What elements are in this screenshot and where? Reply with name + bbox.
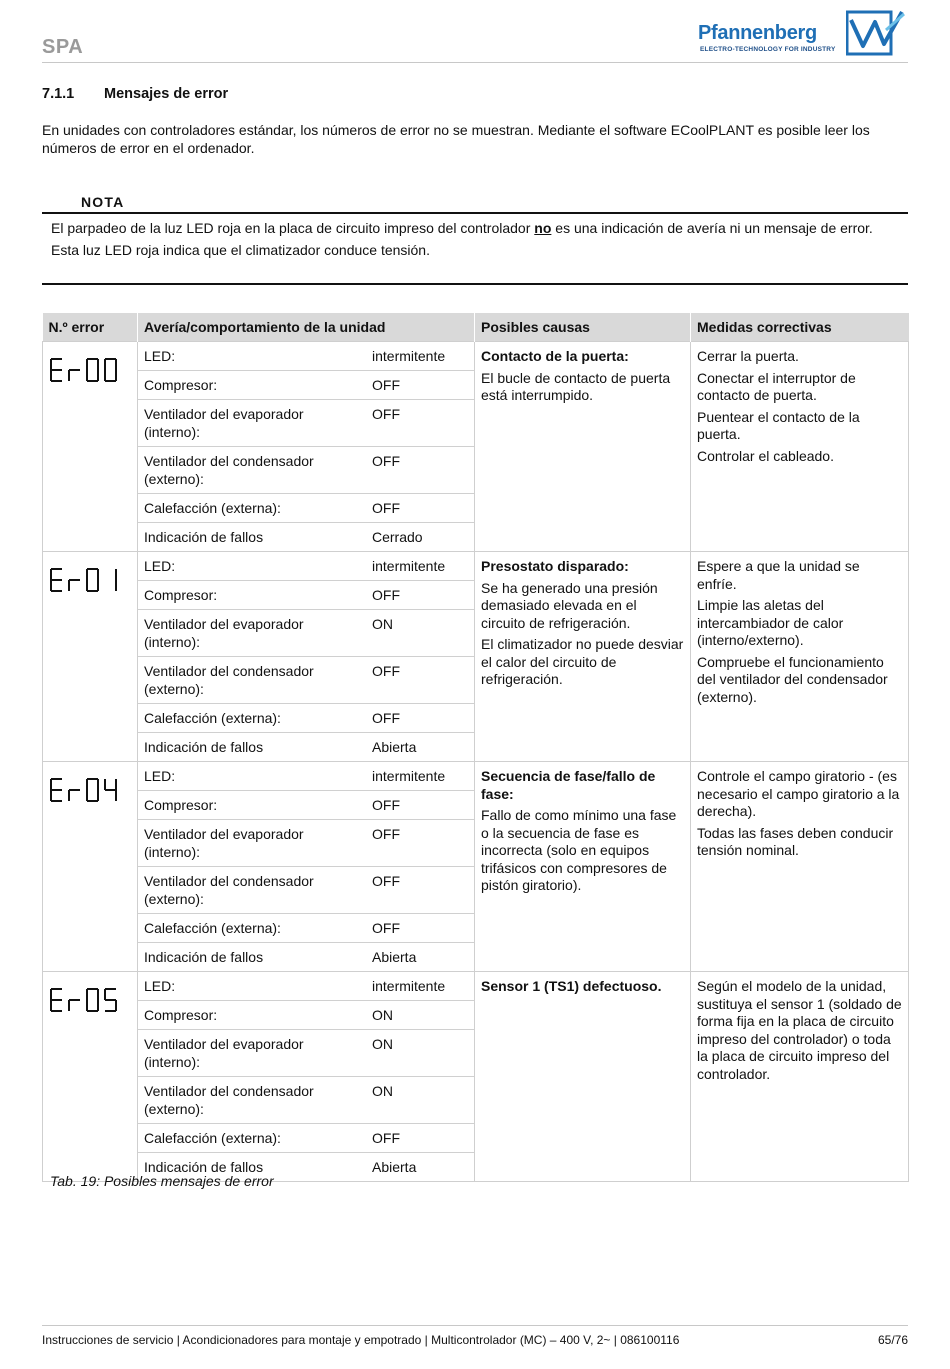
pfannenberg-logo xyxy=(698,10,910,58)
behaviour-row xyxy=(138,943,474,972)
component-state: intermitente xyxy=(366,342,474,371)
component-state: OFF xyxy=(366,447,474,494)
component-state: ON xyxy=(366,610,474,657)
table-row xyxy=(43,342,909,552)
logo-tagline: ELECTRO-TECHNOLOGY FOR INDUSTRY xyxy=(700,46,836,53)
component-state: Abierta xyxy=(372,739,417,755)
cause-cell xyxy=(475,342,691,552)
fix-text: Controle el campo giratorio - (es necesario el campo giratorio a la derecha). xyxy=(697,768,900,819)
fix-text: Compruebe el funcionamiento del ventilador del condensador (externo). xyxy=(697,653,888,705)
behaviour-row xyxy=(138,867,474,914)
component-state: OFF xyxy=(366,1124,474,1153)
component-label: Compresor: xyxy=(138,371,366,400)
behaviour-row xyxy=(138,762,474,791)
section-heading xyxy=(42,86,228,102)
component-label: Calefacción (externa): xyxy=(138,1124,366,1153)
component-label: Compresor: xyxy=(138,581,366,610)
component-state: OFF xyxy=(366,494,474,523)
behaviour-cell xyxy=(138,552,475,762)
behaviour-row xyxy=(138,1030,474,1077)
cause-title: Sensor 1 (TS1) defectuoso. xyxy=(481,978,662,994)
component-state: intermitente xyxy=(366,762,474,791)
segment-digit xyxy=(51,989,61,1011)
component-label: Ventilador del condensador (externo): xyxy=(138,447,366,494)
component-label: LED: xyxy=(138,762,366,791)
component-label: Indicación de fallos xyxy=(144,529,264,545)
component-label: Calefacción (externa): xyxy=(138,494,366,523)
fix-text: Conectar el interruptor de contacto de puerta. xyxy=(697,369,856,403)
error-code-cell xyxy=(43,552,138,762)
behaviour-cell xyxy=(138,762,475,972)
pfannenberg-mark-icon xyxy=(846,10,908,56)
component-state: ON xyxy=(366,1077,474,1124)
component-label: Compresor: xyxy=(138,791,366,820)
seven-segment-display xyxy=(49,356,119,386)
behaviour-row xyxy=(138,914,474,943)
error-code-cell xyxy=(43,762,138,972)
fix-text: Todas las fases deben conducir tensión nominal. xyxy=(697,824,894,858)
component-state: ON xyxy=(366,1030,474,1077)
component-label: LED: xyxy=(138,552,366,581)
component-label: Calefacción (externa): xyxy=(138,704,366,733)
behaviour-row xyxy=(138,581,474,610)
fix-cell xyxy=(691,552,909,762)
note-emphasis: no xyxy=(534,220,552,236)
behaviour-row xyxy=(138,494,474,523)
section-intro: En unidades con controladores estándar, los números de error no se muestran. Mediante el software ECoolPLANT es posible leer los números de error en el ordenador. xyxy=(42,122,870,156)
segment-digit xyxy=(69,370,79,380)
behaviour-row xyxy=(138,972,474,1001)
component-label: LED: xyxy=(138,972,366,1001)
note-paragraph-2: Esta luz LED roja indica que el climatizador conduce tensión. xyxy=(51,242,430,258)
fix-text: Según el modelo de la unidad, sustituya el sensor 1 (soldado de forma fija en la placa de circuito impreso del controlador) o toda la placa de circuito impreso del controlador. xyxy=(697,978,902,1082)
cause-cell xyxy=(475,552,691,762)
cause-title: Contacto de la puerta: xyxy=(481,348,629,364)
seven-segment-display xyxy=(49,986,119,1016)
behaviour-row xyxy=(138,791,474,820)
note-text: es una indicación de avería ni un mensaje de error. xyxy=(551,220,873,236)
segment-digit xyxy=(87,569,98,591)
fix-text: Cerrar la puerta. xyxy=(697,348,799,364)
component-label: Ventilador del condensador (externo): xyxy=(138,1077,366,1124)
segment-digit xyxy=(105,359,116,381)
segment-digit xyxy=(105,989,116,1011)
table-header-row xyxy=(43,313,909,342)
segment-digit xyxy=(51,779,61,801)
error-code-cell xyxy=(43,342,138,552)
segment-digit xyxy=(87,779,98,801)
component-state: OFF xyxy=(366,820,474,867)
seven-segment-display xyxy=(49,776,119,806)
behaviour-table xyxy=(138,552,474,761)
component-state: OFF xyxy=(366,657,474,704)
behaviour-row xyxy=(138,400,474,447)
component-state: OFF xyxy=(366,914,474,943)
component-label: Indicación de fallos xyxy=(144,1159,264,1175)
logo-name: Pfannenberg xyxy=(698,22,817,44)
behaviour-row xyxy=(138,657,474,704)
component-state: OFF xyxy=(366,704,474,733)
table-row xyxy=(43,552,909,762)
note-paragraph-1 xyxy=(51,219,901,237)
language-label: SPA xyxy=(42,36,84,58)
behaviour-row xyxy=(138,342,474,371)
page-number: 65/76 xyxy=(877,1333,908,1347)
behaviour-row xyxy=(138,733,474,762)
behaviour-row xyxy=(138,1077,474,1124)
component-label: Ventilador del evaporador (interno): xyxy=(138,820,366,867)
behaviour-row xyxy=(138,1001,474,1030)
component-label: Indicación de fallos xyxy=(144,739,264,755)
segment-digit xyxy=(69,1000,79,1010)
cause-title: Presostato disparado: xyxy=(481,558,629,574)
behaviour-row xyxy=(138,552,474,581)
behaviour-row xyxy=(138,447,474,494)
component-label: Ventilador del evaporador (interno): xyxy=(138,400,366,447)
footer-text: Instrucciones de servicio | Acondicionadores para montaje y empotrado | Multicontrolador (MC) – 400 V, 2~ | 086100116 xyxy=(42,1333,680,1347)
table-row xyxy=(43,972,909,1182)
column-header: Medidas correctivas xyxy=(691,313,909,342)
segment-digit xyxy=(69,580,79,590)
component-label: Indicación de fallos xyxy=(144,949,264,965)
component-label: LED: xyxy=(138,342,366,371)
cause-text: El bucle de contacto de puerta está interrumpido. xyxy=(481,369,671,403)
cause-text: Se ha generado una presión demasiado elevada en el circuito de refrigeración. xyxy=(481,579,658,631)
component-state: OFF xyxy=(366,371,474,400)
component-state: ON xyxy=(366,1001,474,1030)
component-label: Ventilador del evaporador (interno): xyxy=(138,610,366,657)
section-number: 7.1.1 xyxy=(42,86,75,102)
cause-cell xyxy=(475,972,691,1182)
component-state: Cerrado xyxy=(372,529,423,545)
component-label: Compresor: xyxy=(138,1001,366,1030)
cause-title: Secuencia de fase/fallo de fase: xyxy=(481,768,656,802)
segment-digit xyxy=(87,989,98,1011)
behaviour-row xyxy=(138,610,474,657)
behaviour-row xyxy=(138,371,474,400)
behaviour-cell xyxy=(138,342,475,552)
behaviour-table xyxy=(138,762,474,971)
fix-text: Controlar el cableado. xyxy=(697,447,834,464)
component-state: OFF xyxy=(366,581,474,610)
fix-cell xyxy=(691,342,909,552)
note-top-rule xyxy=(42,212,908,214)
note-body xyxy=(51,219,901,263)
component-state: Abierta xyxy=(372,949,417,965)
behaviour-row xyxy=(138,523,474,552)
table-caption: Tab. 19: Posibles mensajes de error xyxy=(50,1173,274,1189)
component-state: OFF xyxy=(366,400,474,447)
fix-cell xyxy=(691,972,909,1182)
note-title: NOTA xyxy=(81,194,125,210)
behaviour-row xyxy=(138,1124,474,1153)
behaviour-table xyxy=(138,342,474,551)
seven-segment-display xyxy=(49,566,119,596)
segment-digit xyxy=(51,569,61,591)
note-bottom-rule xyxy=(42,283,908,285)
fix-cell xyxy=(691,762,909,972)
cause-cell xyxy=(475,762,691,972)
cause-text: El climatizador no puede desviar el calor del circuito de refrigeración. xyxy=(481,636,684,687)
segment-digit xyxy=(105,780,116,800)
segment-digit xyxy=(69,790,79,800)
component-label: Ventilador del condensador (externo): xyxy=(138,867,366,914)
component-label: Calefacción (externa): xyxy=(138,914,366,943)
behaviour-table xyxy=(138,972,474,1181)
column-header: N.º error xyxy=(43,313,138,342)
section-title: Mensajes de error xyxy=(104,86,229,102)
component-state: intermitente xyxy=(366,972,474,1001)
fix-text: Espere a que la unidad se enfríe. xyxy=(697,558,860,592)
footer-divider xyxy=(42,1325,908,1326)
component-state: OFF xyxy=(366,867,474,914)
fix-text: Limpie las aletas del intercambiador de calor (interno/externo). xyxy=(697,597,844,648)
component-state: OFF xyxy=(366,791,474,820)
note-text: El parpadeo de la luz LED roja en la placa de circuito impreso del controlador xyxy=(51,220,535,236)
cause-text: Fallo de como mínimo una fase o la secuencia de fase es incorrecta (solo en equipos trifásicos con compresores de pistón giratorio). xyxy=(481,807,677,893)
error-code-cell xyxy=(43,972,138,1182)
error-table xyxy=(42,313,909,1182)
component-state: intermitente xyxy=(366,552,474,581)
behaviour-row xyxy=(138,704,474,733)
component-state: Abierta xyxy=(372,1159,417,1175)
column-header: Posibles causas xyxy=(475,313,691,342)
header-divider xyxy=(42,62,908,63)
behaviour-row xyxy=(138,820,474,867)
table-row xyxy=(43,762,909,972)
fix-text: Puentear el contacto de la puerta. xyxy=(697,408,860,442)
behaviour-cell xyxy=(138,972,475,1182)
segment-digit xyxy=(87,359,98,381)
segment-digit xyxy=(51,359,61,381)
component-label: Ventilador del evaporador (interno): xyxy=(138,1030,366,1077)
component-label: Ventilador del condensador (externo): xyxy=(138,657,366,704)
column-header: Avería/comportamiento de la unidad xyxy=(138,313,475,342)
